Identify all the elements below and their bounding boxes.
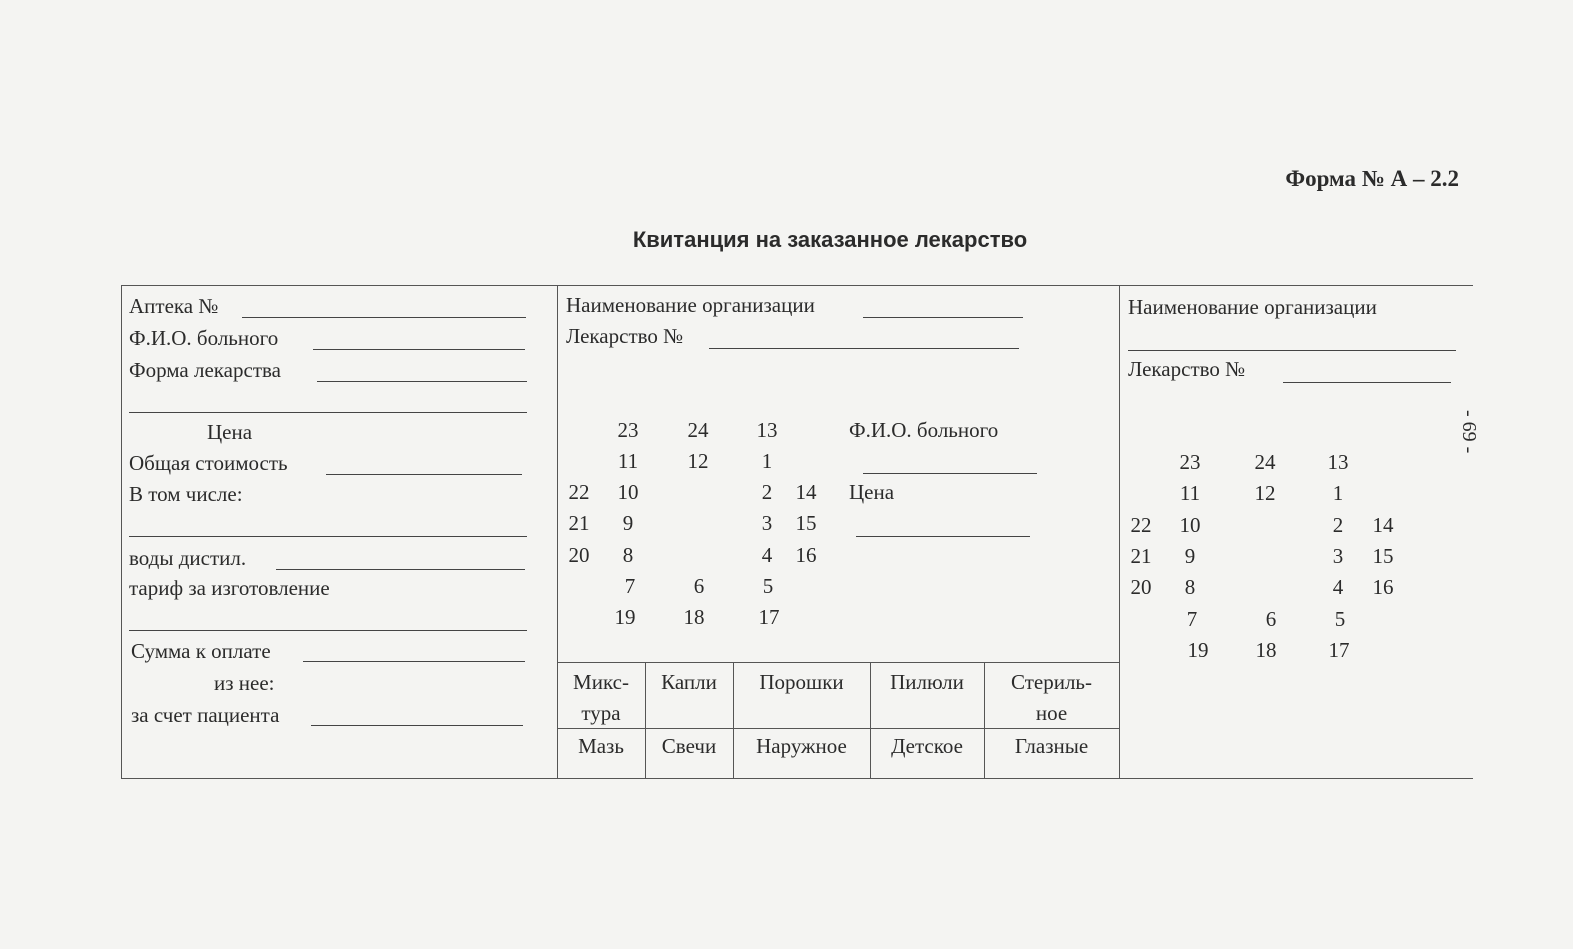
number[interactable]: 9: [1184, 544, 1196, 568]
middle-price-field[interactable]: [856, 536, 1030, 537]
pharmacy-label: Аптека №: [129, 294, 219, 318]
table-top-line: [557, 662, 1119, 663]
number[interactable]: 14: [1372, 513, 1394, 537]
middle-price-label: Цена: [849, 480, 895, 504]
org-name-label: Наименование организации: [566, 293, 815, 317]
number[interactable]: 19: [1187, 638, 1209, 662]
number[interactable]: 9: [622, 511, 634, 535]
number[interactable]: 16: [795, 543, 817, 567]
number[interactable]: 22: [1130, 513, 1152, 537]
number[interactable]: 13: [1327, 450, 1349, 474]
middle-patient-field[interactable]: [863, 473, 1037, 474]
form-cell-powders[interactable]: Порошки: [759, 670, 844, 694]
manufacturing-fee-field[interactable]: [129, 630, 527, 631]
patient-pays-label: за счет пациента: [131, 703, 280, 727]
number[interactable]: 18: [683, 605, 705, 629]
number[interactable]: 8: [622, 543, 634, 567]
number[interactable]: 24: [687, 418, 709, 442]
drug-form-field[interactable]: [317, 381, 527, 382]
drug-no-label: Лекарство №: [566, 324, 684, 348]
number[interactable]: 5: [1334, 607, 1346, 631]
form-cell-external[interactable]: Наружное: [756, 734, 847, 758]
patient-pays-field[interactable]: [311, 725, 523, 726]
number[interactable]: 7: [624, 574, 636, 598]
right-org-name-field[interactable]: [1128, 350, 1456, 351]
form-cell-ointment[interactable]: Мазь: [578, 734, 624, 758]
number[interactable]: 23: [1179, 450, 1201, 474]
number[interactable]: 6: [693, 574, 705, 598]
number[interactable]: 1: [1332, 481, 1344, 505]
number[interactable]: 5: [762, 574, 774, 598]
distilled-water-label: воды дистил.: [129, 546, 247, 570]
amount-due-field[interactable]: [303, 661, 525, 662]
number[interactable]: 4: [1332, 575, 1344, 599]
number[interactable]: 2: [1332, 513, 1344, 537]
drug-form-field-2[interactable]: [129, 412, 527, 413]
number[interactable]: 23: [617, 418, 639, 442]
receipt-form: [121, 285, 1473, 779]
drug-form-label: Форма лекарства: [129, 358, 281, 382]
number[interactable]: 12: [687, 449, 709, 473]
number[interactable]: 17: [1328, 638, 1350, 662]
number[interactable]: 20: [568, 543, 590, 567]
number[interactable]: 17: [758, 605, 780, 629]
left-border: [121, 286, 122, 778]
drug-no-field[interactable]: [709, 348, 1019, 349]
right-drug-no-label: Лекарство №: [1128, 357, 1246, 381]
number[interactable]: 8: [1184, 575, 1196, 599]
number[interactable]: 24: [1254, 450, 1276, 474]
number[interactable]: 15: [795, 511, 817, 535]
manufacturing-fee-label: тариф за изготовление: [129, 576, 330, 600]
form-cell-suppositories[interactable]: Свечи: [661, 734, 717, 758]
number[interactable]: 15: [1372, 544, 1394, 568]
form-cell-mixture-2[interactable]: тура: [581, 701, 621, 725]
number[interactable]: 21: [568, 511, 590, 535]
right-drug-no-field[interactable]: [1283, 382, 1451, 383]
total-cost-field[interactable]: [326, 474, 522, 475]
form-cell-children[interactable]: Детское: [891, 734, 963, 758]
right-org-name-label: Наименование организации: [1128, 295, 1377, 319]
patient-field[interactable]: [313, 349, 525, 350]
number[interactable]: 11: [1179, 481, 1201, 505]
number[interactable]: 2: [761, 480, 773, 504]
pharmacy-field[interactable]: [242, 317, 526, 318]
form-number: Форма № А – 2.2: [1285, 166, 1459, 191]
number[interactable]: 11: [617, 449, 639, 473]
document-title: Квитанция на заказанное лекарство: [632, 227, 1028, 252]
number[interactable]: 10: [617, 480, 639, 504]
form-cell-sterile-2[interactable]: ное: [1035, 701, 1068, 725]
middle-patient-label: Ф.И.О. больного: [849, 418, 999, 442]
form-cell-sterile[interactable]: Стериль-: [1010, 670, 1093, 694]
number[interactable]: 20: [1130, 575, 1152, 599]
number[interactable]: 3: [1332, 544, 1344, 568]
divider-right: [1119, 286, 1120, 778]
org-name-field[interactable]: [863, 317, 1023, 318]
number[interactable]: 18: [1255, 638, 1277, 662]
amount-due-label: Сумма к оплате: [131, 639, 271, 663]
form-cell-eye[interactable]: Глазные: [1014, 734, 1089, 758]
distilled-water-field[interactable]: [276, 569, 525, 570]
number[interactable]: 13: [756, 418, 778, 442]
number[interactable]: 21: [1130, 544, 1152, 568]
total-cost-label: Общая стоимость: [129, 451, 288, 475]
of-which-label: из нее:: [214, 671, 275, 695]
patient-label: Ф.И.О. больного: [129, 326, 279, 350]
price-label: Цена: [207, 420, 253, 444]
number[interactable]: 14: [795, 480, 817, 504]
number[interactable]: 6: [1265, 607, 1277, 631]
number[interactable]: 22: [568, 480, 590, 504]
number[interactable]: 19: [614, 605, 636, 629]
number[interactable]: 3: [761, 511, 773, 535]
form-cell-pills[interactable]: Пилюли: [890, 670, 964, 694]
number[interactable]: 10: [1179, 513, 1201, 537]
number[interactable]: 1: [761, 449, 773, 473]
including-field[interactable]: [129, 536, 527, 537]
form-cell-drops[interactable]: Капли: [661, 670, 717, 694]
number[interactable]: 16: [1372, 575, 1394, 599]
form-cell-mixture[interactable]: Микс-: [573, 670, 629, 694]
including-label: В том числе:: [129, 482, 243, 506]
number[interactable]: 7: [1186, 607, 1198, 631]
page-number: - 69 -: [1458, 410, 1480, 454]
number[interactable]: 4: [761, 543, 773, 567]
number[interactable]: 12: [1254, 481, 1276, 505]
